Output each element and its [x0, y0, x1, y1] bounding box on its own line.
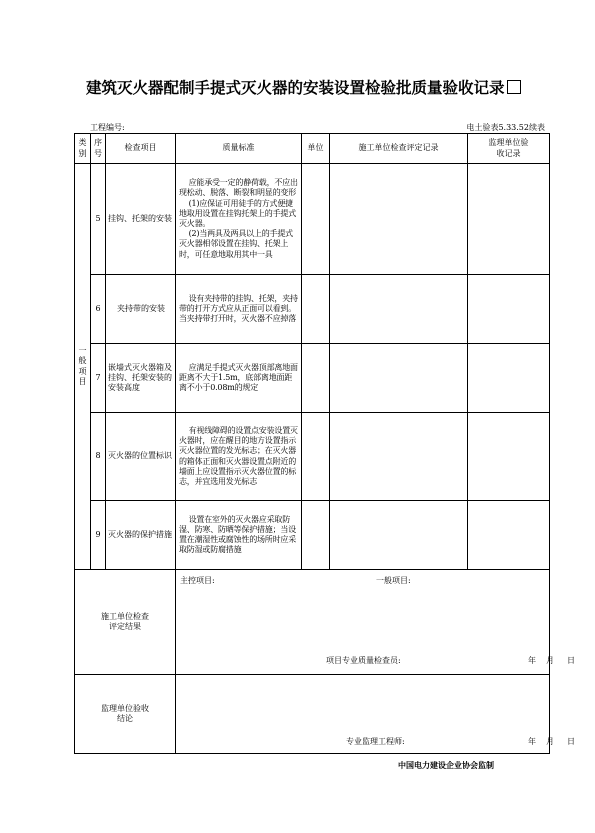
row-supervision[interactable] — [468, 164, 550, 275]
row-supervision[interactable] — [468, 501, 550, 570]
row-standard: 设有夹持带的挂钩、托架，夹持带的打开方式应从正面可以看到。当夹持带打开时，灭火器不应掉落 — [176, 275, 302, 344]
header-construction-eval: 施工单位检查评定记录 — [330, 134, 468, 164]
category-general: 一般项目 — [75, 164, 91, 570]
row-construction-eval[interactable] — [330, 501, 468, 570]
row-item: 夹持带的安装 — [106, 275, 176, 344]
header-item: 检查项目 — [106, 134, 176, 164]
row-standard: 设置在室外的灭火器应采取防湿、防寒、防晒等保护措施；当设置在潮湿性或腐蚀性的场所时应采取防湿或防腐措施 — [176, 501, 302, 570]
row-construction-eval[interactable] — [330, 275, 468, 344]
checkbox-icon — [507, 80, 521, 94]
header-seq: 序号 — [91, 134, 106, 164]
row-seq: 7 — [91, 344, 106, 413]
day-label: 日 — [567, 656, 575, 665]
row-unit — [302, 275, 330, 344]
row-construction-eval[interactable] — [330, 413, 468, 501]
year-label: 年 — [528, 737, 536, 746]
header-category: 类别 — [75, 134, 91, 164]
year-label: 年 — [528, 656, 536, 665]
general-items-label: 一般项目: — [376, 576, 411, 585]
row-supervision[interactable] — [468, 275, 550, 344]
header-supervision: 监理单位验收记录 — [468, 134, 550, 164]
row-supervision[interactable] — [468, 413, 550, 501]
supervision-result-area[interactable] — [176, 675, 575, 754]
inspector-label: 项目专业质量检查员: — [326, 656, 401, 665]
row-seq: 9 — [91, 501, 106, 570]
row-item: 嵌墙式灭火器箱及挂钩、托架安装的安装高度 — [106, 344, 176, 413]
row-standard: 应满足手提式灭火器顶部离地面距离不大于1.5m，底部离地面距离不小于0.08m的规定 — [176, 344, 302, 413]
form-number: 电土验表5.33.52续表 — [466, 123, 545, 132]
day-label: 日 — [567, 737, 575, 746]
footer-publisher: 中国电力建设企业协会监制 — [398, 761, 494, 770]
page-title: 建筑灭火器配制手提式灭火器的安装设置检验批质量验收记录 — [86, 76, 556, 98]
month-label: 月 — [546, 656, 554, 665]
supervision-result-label: 监理单位验收结论 — [75, 675, 176, 754]
table-row — [75, 413, 550, 501]
row-standard: 有视线障碍的设置点安装设置灭火器时，应在醒目的地方设置指示灭火器位置的发光标志；在灭火器的箱体正面和灭火器设置点附近的墙面上应设置指示灭火器位置的标志，并宜选用发光标志 — [176, 413, 302, 501]
row-item: 灭火器的保护措施 — [106, 501, 176, 570]
construction-result-row — [75, 570, 550, 675]
engineer-label: 专业监理工程师: — [346, 737, 405, 746]
row-unit — [302, 501, 330, 570]
month-label: 月 — [546, 737, 554, 746]
table-header-row — [75, 134, 550, 164]
row-construction-eval[interactable] — [330, 164, 468, 275]
row-unit — [302, 344, 330, 413]
row-seq: 6 — [91, 275, 106, 344]
main-items-label: 主控项目: — [180, 576, 215, 585]
project-number-label: 工程编号: — [90, 123, 125, 132]
row-unit — [302, 413, 330, 501]
row-item: 挂钩、托架的安装 — [106, 164, 176, 275]
inspection-table — [74, 133, 575, 754]
row-supervision[interactable] — [468, 344, 550, 413]
supervision-result-row — [75, 675, 550, 754]
table-row — [75, 501, 550, 570]
header-standard: 质量标准 — [176, 134, 302, 164]
row-construction-eval[interactable] — [330, 344, 468, 413]
header-unit: 单位 — [302, 134, 330, 164]
table-row — [75, 164, 550, 275]
table-row — [75, 275, 550, 344]
row-unit — [302, 164, 330, 275]
row-standard: 应能承受一定的静荷载，不应出现松动、脱落、断裂和明显的变形 (1)应保证可用徒手的方式便捷地取用设置在挂钩托架上的手提式灭火器。 (2)当两具及两具以上的手提式灭火器相邻设置在挂钩、托架上时，可任意地取用其中一具 — [176, 164, 302, 275]
construction-result-area[interactable] — [176, 570, 575, 675]
row-item: 灭火器的位置标识 — [106, 413, 176, 501]
row-seq: 8 — [91, 413, 106, 501]
construction-result-label: 施工单位检查评定结果 — [75, 570, 176, 675]
row-seq: 5 — [91, 164, 106, 275]
table-row — [75, 344, 550, 413]
